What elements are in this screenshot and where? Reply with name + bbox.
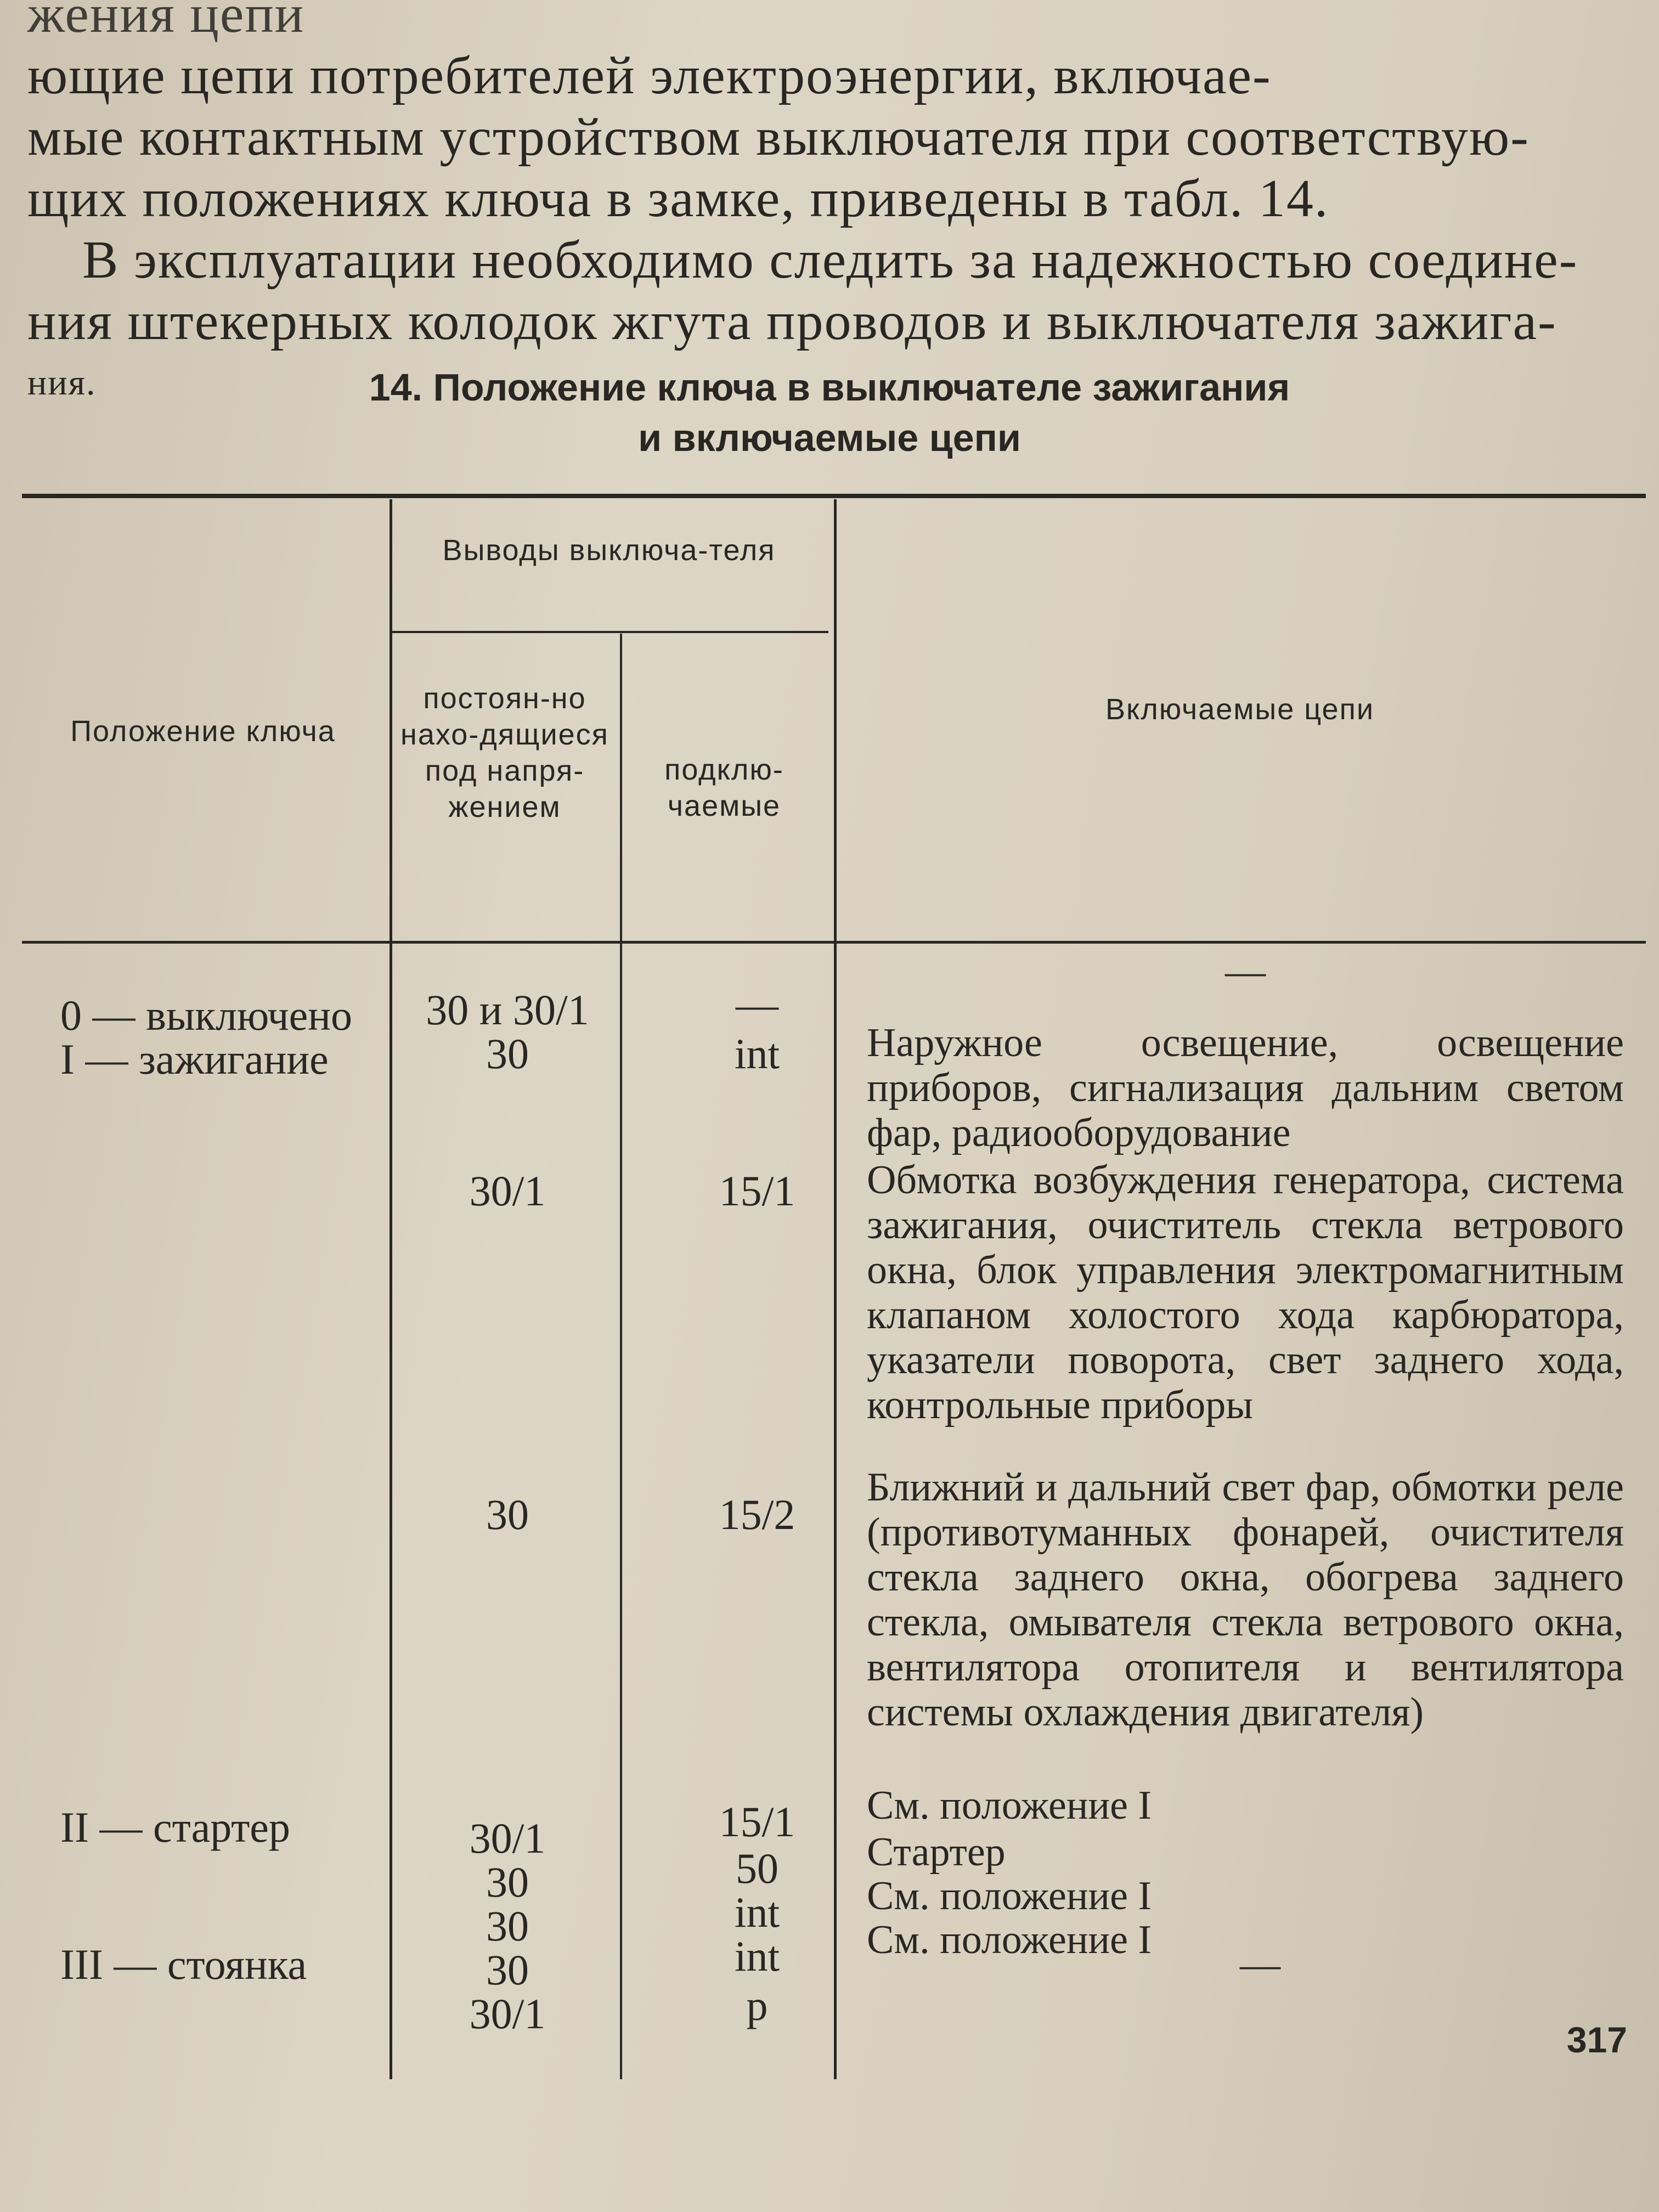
- table-cell-position: 0 — выключено: [60, 991, 352, 1039]
- table-cell-switched: int: [734, 1888, 780, 1936]
- table-cell-constant: 30: [486, 1491, 529, 1538]
- header-position: Положение ключа: [70, 715, 336, 748]
- table-cell-constant: 30: [486, 1030, 529, 1077]
- table-cell-switched: —: [736, 980, 778, 1028]
- body-line: В эксплуатации необходимо следить за надежностью соедине-: [82, 230, 1578, 290]
- table-cell-circuits: Стартер: [867, 1830, 1006, 1875]
- table-cell-constant: 30: [486, 1902, 529, 1950]
- table-cell-switched: 15/1: [719, 1167, 795, 1215]
- body-paragraph: [27, 0, 1640, 414]
- header-constant: постоян-но нахо-дящиеся под напря-жением: [400, 682, 609, 823]
- header-switched: подклю-чаемые: [664, 753, 784, 822]
- table-cell-position: II — стартер: [60, 1803, 290, 1851]
- table-cell-circuits: —: [1240, 1942, 1280, 1987]
- body-line: ния штекерных колодок жгута проводов и выключателя зажига-: [27, 292, 1557, 351]
- table-cell-position: I — зажигание: [60, 1035, 329, 1083]
- table-title-line-2: и включаемые цепи: [638, 416, 1021, 459]
- header-circuits: Включаемые цепи: [1105, 693, 1374, 726]
- body-line: ющие цепи потребителей электроэнергии, включае-: [27, 46, 1272, 105]
- table-title: [0, 362, 1659, 463]
- table-cell-switched: 15/2: [719, 1491, 795, 1538]
- terminals-group-rule: [390, 631, 828, 633]
- table-cell-switched: int: [734, 1030, 780, 1077]
- table-cell-circuits: Обмотка возбуждения генератора, система зажигания, очиститель стекла ветрового окна, блок управления электромагнитным клапаном холостого хода карбюратора, указатели поворота, свет заднего хода, контрольные приборы: [867, 1158, 1624, 1427]
- table-cell-switched: int: [734, 1932, 780, 1980]
- table-cell-switched: 15/1: [719, 1798, 795, 1846]
- table-cell-circuits: См. положение I: [867, 1874, 1152, 1918]
- table-cell-constant: 30 и 30/1: [426, 986, 589, 1034]
- table-cell-switched: 50: [736, 1844, 778, 1892]
- table-cell-circuits: Ближний и дальний свет фар, обмотки реле (противотуманных фонарей, очистителя стекла заднего окна, обогрева заднего стекла, омывателя стекла ветрового окна, вентилятора отопителя и вентилятора системы охлаждения двигателя): [867, 1465, 1624, 1735]
- table-title-line-1: 14. Положение ключа в выключателе зажигания: [369, 366, 1290, 409]
- body-line: жения цепи: [27, 0, 305, 44]
- table-cell-circuits: См. положение I: [867, 1783, 1152, 1828]
- table-cell-constant: 30: [486, 1946, 529, 1994]
- table-cell-constant: 30/1: [469, 1990, 546, 2038]
- header-terminals: Выводы выключа-теля: [442, 534, 776, 567]
- table-cell-position: III — стоянка: [60, 1940, 307, 1988]
- table-cell-circuits: См. положение I: [867, 1917, 1152, 1962]
- table-cell-constant: 30/1: [469, 1814, 546, 1862]
- column-divider-2: [620, 634, 622, 2079]
- table-cell-constant: 30/1: [469, 1167, 546, 1215]
- body-line: ния.: [27, 363, 97, 403]
- table-cell-constant: 30: [486, 1858, 529, 1906]
- table-cell-switched: p: [746, 1982, 768, 2029]
- body-line: щих положениях ключа в замке, приведены в табл. 14.: [27, 169, 1329, 228]
- table-cell-circuits: —: [1225, 949, 1266, 994]
- table-cell-circuits: Наружное освещение, освещение приборов, сигнализация дальним светом фар, радиооборудование: [867, 1020, 1624, 1155]
- page-number: 317: [1566, 2019, 1627, 2060]
- table-top-rule: [22, 494, 1646, 498]
- body-line: мые контактным устройством выключателя при соответствую-: [27, 108, 1530, 167]
